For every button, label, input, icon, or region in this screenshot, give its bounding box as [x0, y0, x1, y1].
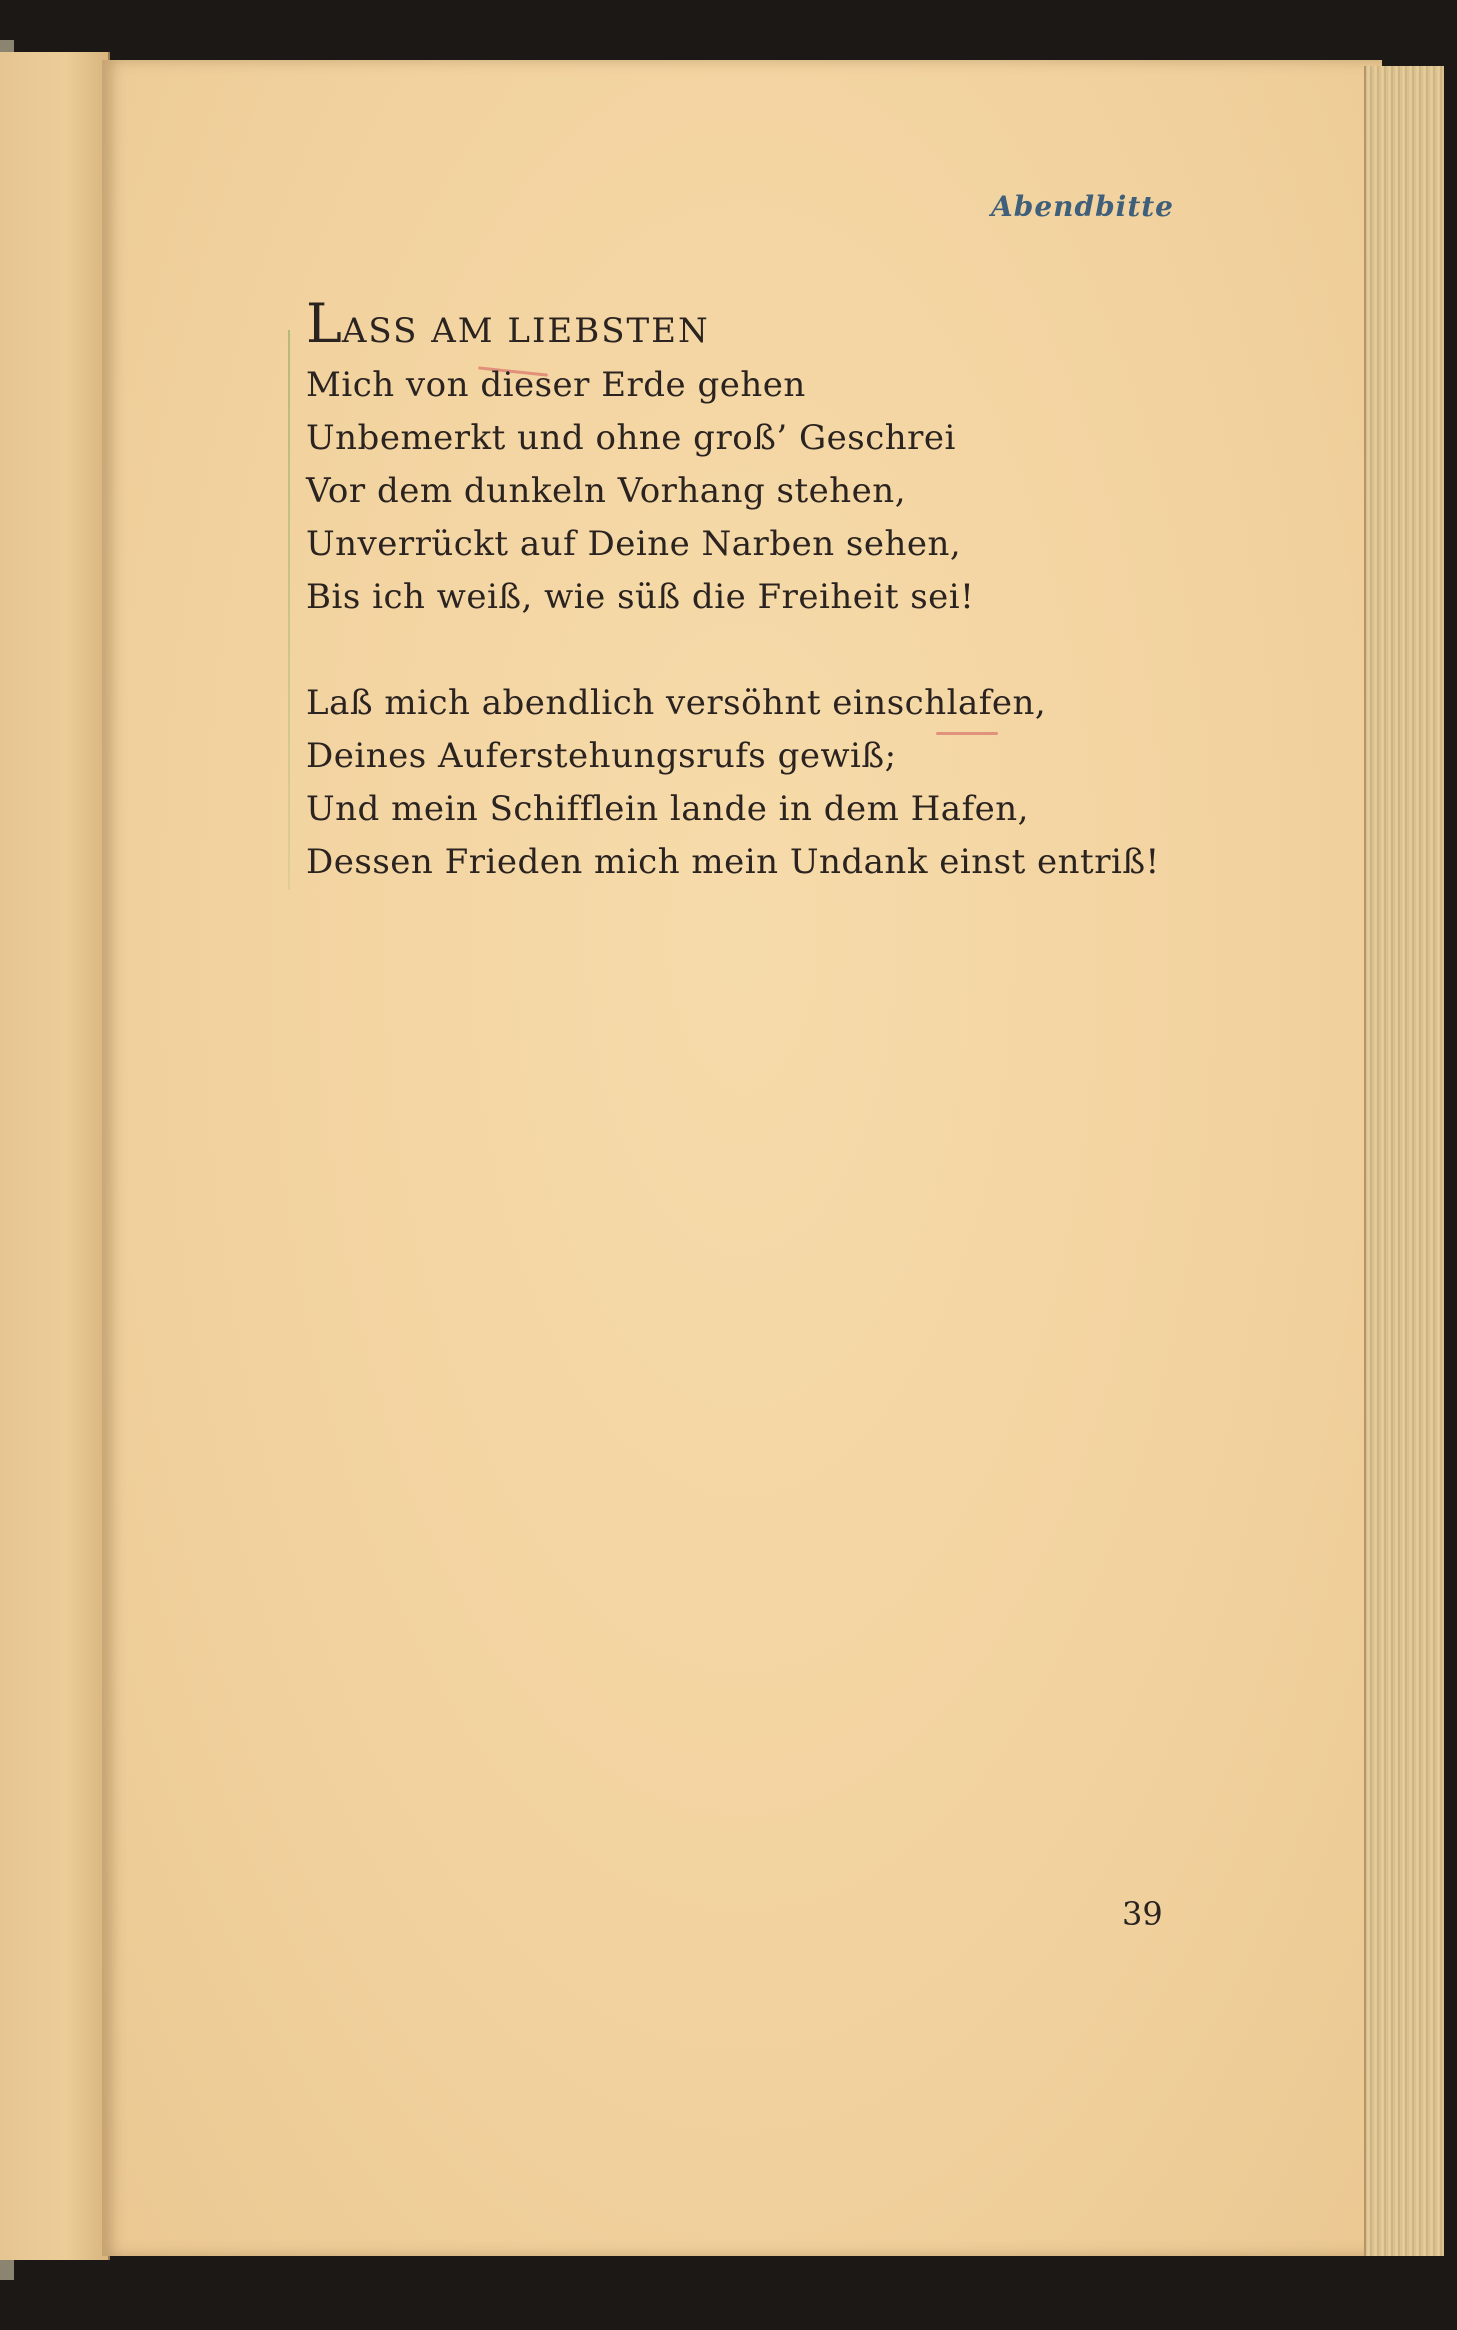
- poem-line: Deines Auferstehungsrufs gewiß;: [306, 736, 897, 776]
- poem-line: Vor dem dunkeln Vorhang stehen,: [306, 471, 907, 511]
- page-number: 39: [1122, 1895, 1163, 1933]
- poem-line: Dessen Frieden mich mein Undank einst entriß!: [306, 842, 1160, 882]
- running-head: Abendbitte: [991, 190, 1174, 223]
- title-rest: ASS AM LIEBSTEN: [341, 311, 710, 351]
- poem-title: [306, 292, 1206, 359]
- poem-line: Mich von dieser Erde gehen: [306, 365, 806, 405]
- poem-line: Unbemerkt und ohne groß’ Geschrei: [306, 418, 956, 458]
- stanza-1: [306, 359, 1206, 624]
- poem-line: Laß mich abendlich versöhnt einschlafen,: [306, 683, 1047, 723]
- poem-line: Bis ich weiß, wie süß die Freiheit sei!: [306, 577, 975, 617]
- poem: [306, 292, 1206, 889]
- left-page-edge: [0, 52, 110, 2260]
- pencil-margin-mark: [288, 330, 290, 890]
- page-stack-edge: [1364, 66, 1444, 2256]
- stanza-2: [306, 677, 1206, 889]
- poem-line: Unverrückt auf Deine Narben sehen,: [306, 524, 962, 564]
- title-initial: L: [306, 292, 342, 355]
- stanza-break: [306, 624, 1206, 677]
- poem-line: Und mein Schifflein lande in dem Hafen,: [306, 789, 1029, 829]
